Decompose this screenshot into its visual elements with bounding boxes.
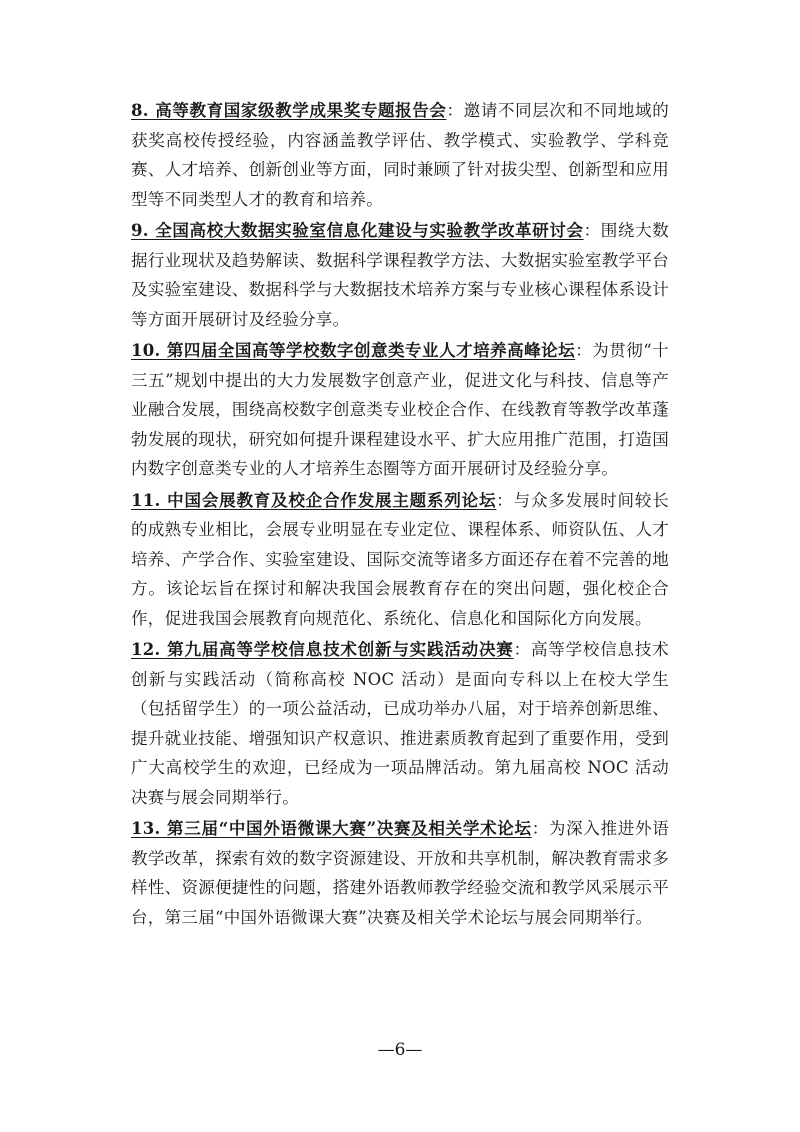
document-body [131,96,669,934]
agenda-item-9 [131,216,669,334]
item-title: 9. 全国高校大数据实验室信息化建设与实验教学改革研讨会 [131,221,584,240]
agenda-item-12 [131,635,669,812]
page-number: —6— [377,1040,423,1060]
item-description: ：邀请不同层次和不同地域的获奖高校传授经验，内容涵盖教学评估、教学模式、实验教学、学科竞赛、人才培养、创新创业等方面，同时兼顾了针对拔尖型、创新型和应用型等不同类型人才的教育和培养。 [131,101,669,209]
item-description: ：为深入推进外语教学改革，探索有效的数字资源建设、开放和共享机制，解决教育需求多样性、资源便捷性的问题，搭建外语教师教学经验交流和教学风采展示平台，第三届“中国外语微课大赛”决赛及相关学术论坛与展会同期举行。 [131,819,670,927]
item-title: 12. 第九届高等学校信息技术创新与实践活动决赛 [131,640,514,659]
agenda-item-10 [131,336,669,484]
item-title: 11. 中国会展教育及校企合作发展主题系列论坛 [131,490,497,510]
agenda-item-8 [131,96,669,214]
agenda-item-13 [131,814,669,932]
item-description: ：为贯彻“十三五”规划中提出的大力发展数字创意产业，促进文化与科技、信息等产业融合发展，围绕高校数字创意类专业校企合作、在线教育等教学改革蓬勃发展的现状，研究如何提升课程建设水平、扩大应用推广范围，打造国内数字创意类专业的人才培养生态圈等方面开展研讨及经验分享。 [131,341,669,478]
item-description: ：与众多发展时间较长的成熟专业相比，会展专业明显在专业定位、课程体系、师资队伍、人才培养、产学合作、实验室建设、国际交流等诸多方面还存在着不完善的地方。该论坛旨在探讨和解决我国会展教育存在的突出问题，强化校企合作，促进我国会展教育向规范化、系统化、信息化和国际化方向发展。 [131,490,669,628]
item-title: 13. 第三届“中国外语微课大赛”决赛及相关学术论坛 [131,819,532,838]
item-description: ：围绕大数据行业现状及趋势解读、数据科学课程教学方法、大数据实验室教学平台及实验室建设、数据科学与大数据技术培养方案与专业核心课程体系设计等方面开展研讨及经验分享。 [131,221,670,329]
item-description: ：高等学校信息技术创新与实践活动（简称高校 NOC 活动）是面向专科以上在校大学生（包括留学生）的一项公益活动，已成功举办八届，对于培养创新思维、提升就业技能、增强知识产权意识、推进素质教育起到了重要作用，受到广大高校学生的欢迎，已经成为一项品牌活动。第九届高校 NOC 活动决赛与展会同期举行。 [131,640,670,807]
item-title: 8. 高等教育国家级教学成果奖专题报告会 [131,101,447,120]
item-title: 10. 第四届全国高等学校数字创意类专业人才培养高峰论坛 [131,341,576,360]
agenda-item-11 [131,486,669,634]
